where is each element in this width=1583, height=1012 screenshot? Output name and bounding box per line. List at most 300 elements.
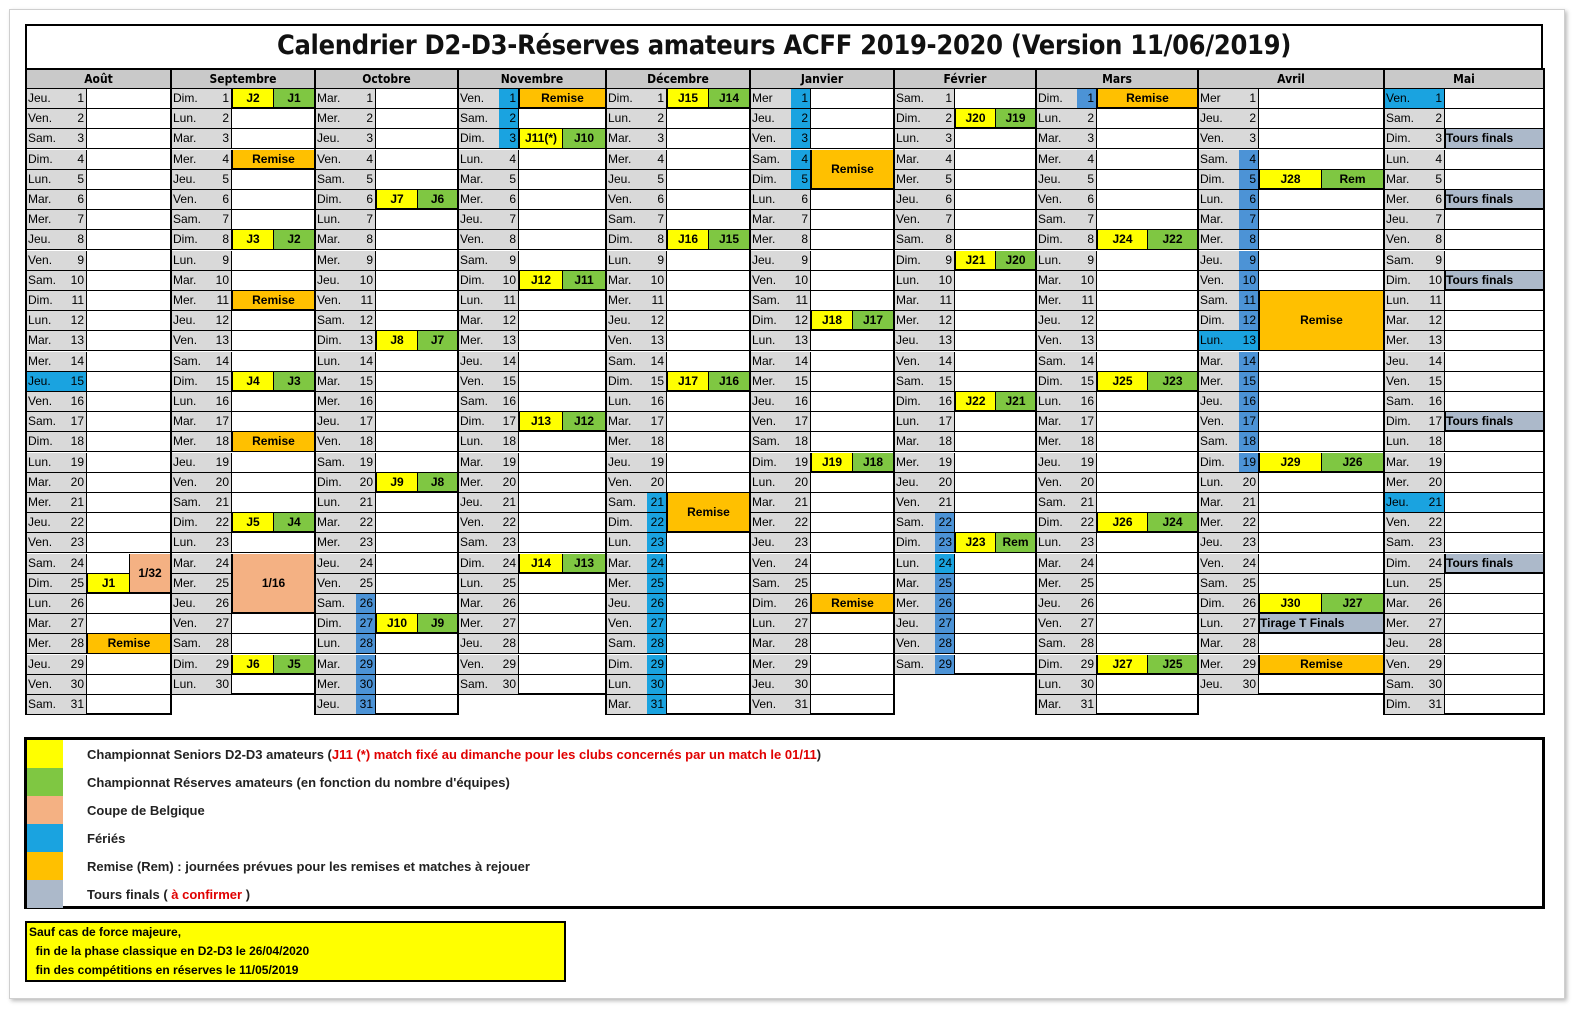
day-name: Mer. xyxy=(316,392,356,411)
day-number: 27 xyxy=(1239,614,1259,633)
day-row xyxy=(607,190,749,210)
day-name: Mer. xyxy=(172,150,212,169)
day-row xyxy=(607,574,749,594)
day-number: 12 xyxy=(791,311,811,330)
day-number: 12 xyxy=(356,311,376,330)
day-name: Jeu. xyxy=(459,210,499,229)
day-row xyxy=(1037,392,1197,412)
day-row xyxy=(751,89,893,109)
day-number: 27 xyxy=(212,614,232,633)
day-number: 31 xyxy=(356,695,376,714)
day-name: Sam. xyxy=(459,533,499,552)
day-number: 10 xyxy=(499,271,519,290)
day-row xyxy=(459,392,605,412)
day-number: 2 xyxy=(935,109,955,128)
day-name: Lun. xyxy=(1199,190,1239,209)
day-number: 23 xyxy=(1077,533,1097,552)
day-row xyxy=(1037,614,1197,634)
day-number: 1 xyxy=(67,89,87,108)
day-name: Sam. xyxy=(172,210,212,229)
day-name: Lun. xyxy=(459,150,499,169)
day-row xyxy=(1037,594,1197,614)
day-name: Mar. xyxy=(1037,554,1077,573)
legend-text xyxy=(87,747,821,762)
day-name: Mer. xyxy=(895,453,935,472)
day-number: 14 xyxy=(647,352,667,371)
day-name: Dim. xyxy=(459,271,499,290)
day-number: 27 xyxy=(356,614,376,633)
day-name: Dim. xyxy=(607,372,647,391)
day-name: Jeu. xyxy=(607,594,647,613)
day-name: Mer. xyxy=(1385,331,1425,350)
day-name: Dim. xyxy=(895,109,935,128)
day-name: Mer. xyxy=(1199,372,1239,391)
event-g: J3 xyxy=(273,372,314,391)
day-number: 3 xyxy=(1425,129,1445,148)
day-row xyxy=(316,432,457,452)
day-name: Mer. xyxy=(1037,150,1077,169)
legend-swatch xyxy=(27,796,63,824)
day-name: Mar. xyxy=(607,129,647,148)
event-y: J13 xyxy=(519,412,562,431)
day-number: 13 xyxy=(356,331,376,350)
day-number: 6 xyxy=(1239,190,1259,209)
day-name: Jeu. xyxy=(27,89,67,108)
day-name: Mer. xyxy=(1037,574,1077,593)
day-row xyxy=(895,331,1035,351)
legend-swatch xyxy=(27,852,63,880)
day-name: Ven. xyxy=(1037,190,1077,209)
day-number: 11 xyxy=(67,291,87,310)
day-name: Mer. xyxy=(459,614,499,633)
day-number: 22 xyxy=(1239,513,1259,532)
day-number: 26 xyxy=(67,594,87,613)
day-row xyxy=(27,251,170,271)
legend-suffix: ) xyxy=(816,747,822,762)
day-number: 31 xyxy=(1077,695,1097,714)
day-number: 3 xyxy=(647,129,667,148)
day-number: 30 xyxy=(647,675,667,694)
event-y: J6 xyxy=(232,655,273,674)
day-row xyxy=(27,453,170,473)
day-name: Mar. xyxy=(27,614,67,633)
day-number: 18 xyxy=(1239,432,1259,451)
day-number: 29 xyxy=(1425,655,1445,674)
day-row xyxy=(751,655,893,675)
day-row xyxy=(459,170,605,190)
day-name: Sam. xyxy=(751,150,791,169)
day-row xyxy=(316,230,457,250)
day-row xyxy=(27,432,170,452)
day-name: Dim. xyxy=(1037,372,1077,391)
day-row xyxy=(172,473,314,493)
day-number: 23 xyxy=(935,533,955,552)
day-name: Lun. xyxy=(1199,331,1239,350)
legend-suffix: ) xyxy=(245,887,251,902)
day-number: 9 xyxy=(1077,251,1097,270)
day-name: Mar. xyxy=(316,230,356,249)
day-name: Jeu. xyxy=(459,352,499,371)
day-row xyxy=(27,190,170,210)
day-number: 4 xyxy=(791,150,811,169)
day-row xyxy=(895,655,1035,675)
day-number: 5 xyxy=(212,170,232,189)
day-name: Ven. xyxy=(895,634,935,653)
day-row xyxy=(751,129,893,149)
day-name: Dim. xyxy=(316,614,356,633)
day-name: Ven. xyxy=(751,695,791,714)
day-row xyxy=(895,352,1035,372)
day-name: Dim. xyxy=(1385,129,1425,148)
day-number: 24 xyxy=(1239,554,1259,573)
day-number: 25 xyxy=(356,574,376,593)
day-row xyxy=(459,432,605,452)
day-number: 25 xyxy=(212,574,232,593)
day-row xyxy=(1385,655,1543,675)
day-name: Sam. xyxy=(607,210,647,229)
day-name: Dim. xyxy=(1199,453,1239,472)
day-name: Ven. xyxy=(895,352,935,371)
day-name: Ven. xyxy=(1199,412,1239,431)
day-row xyxy=(1385,392,1543,412)
day-name: Jeu. xyxy=(316,554,356,573)
day-row xyxy=(316,210,457,230)
day-name: Lun. xyxy=(607,109,647,128)
day-name: Ven. xyxy=(1385,513,1425,532)
month-2 xyxy=(314,68,459,715)
day-name: Mar. xyxy=(607,271,647,290)
day-number: 22 xyxy=(212,513,232,532)
legend-label: Championnat Réserves amateurs (en fonction du nombre d'équipes) xyxy=(87,775,510,790)
day-number: 10 xyxy=(1425,271,1445,290)
day-row xyxy=(751,513,893,533)
day-row xyxy=(751,352,893,372)
day-row xyxy=(316,513,457,533)
day-number: 1 xyxy=(791,89,811,108)
day-number: 20 xyxy=(1077,473,1097,492)
day-number: 16 xyxy=(647,392,667,411)
day-name: Dim. xyxy=(1199,311,1239,330)
day-number: 12 xyxy=(647,311,667,330)
day-number: 3 xyxy=(356,129,376,148)
page-title: Calendrier D2-D3-Réserves amateurs ACFF 2019-2020 (Version 11/06/2019) xyxy=(276,30,1292,61)
day-row xyxy=(1199,473,1383,493)
legend-label: Coupe de Belgique xyxy=(87,803,205,818)
day-name: Sam. xyxy=(316,594,356,613)
day-name: Mar. xyxy=(751,210,791,229)
day-number: 2 xyxy=(356,109,376,128)
day-name: Mer. xyxy=(607,291,647,310)
day-number: 29 xyxy=(67,655,87,674)
legend-swatch xyxy=(27,740,63,768)
day-number: 17 xyxy=(212,412,232,431)
day-name: Lun. xyxy=(27,453,67,472)
event-y: J27 xyxy=(1097,655,1147,674)
day-number: 1 xyxy=(356,89,376,108)
event-g: J21 xyxy=(995,392,1035,411)
day-number: 24 xyxy=(935,554,955,573)
day-number: 7 xyxy=(67,210,87,229)
day-name: Mer. xyxy=(751,655,791,674)
day-name: Sam. xyxy=(27,271,67,290)
day-number: 20 xyxy=(1239,473,1259,492)
day-name: Dim. xyxy=(1199,594,1239,613)
day-name: Jeu. xyxy=(316,129,356,148)
day-name: Sam. xyxy=(895,89,935,108)
day-number: 14 xyxy=(1077,352,1097,371)
day-name: Lun. xyxy=(607,251,647,270)
day-number: 28 xyxy=(212,634,232,653)
day-name: Mer. xyxy=(1385,473,1425,492)
day-row xyxy=(1199,150,1383,170)
legend-text xyxy=(87,775,510,790)
day-name: Dim. xyxy=(607,655,647,674)
day-name: Mer. xyxy=(895,594,935,613)
day-name: Lun. xyxy=(751,331,791,350)
day-row xyxy=(751,392,893,412)
day-number: 24 xyxy=(67,554,87,573)
month-5 xyxy=(749,68,895,715)
event-y: J10 xyxy=(376,614,417,633)
day-name: Mar. xyxy=(1037,695,1077,714)
day-number: 20 xyxy=(67,473,87,492)
day-number: 23 xyxy=(647,533,667,552)
day-row xyxy=(607,331,749,351)
day-number: 16 xyxy=(212,392,232,411)
day-number: 10 xyxy=(67,271,87,290)
event-g: J17 xyxy=(852,311,893,330)
event-y: J8 xyxy=(376,331,417,350)
day-number: 14 xyxy=(935,352,955,371)
day-number: 19 xyxy=(356,453,376,472)
day-number: 16 xyxy=(1425,392,1445,411)
day-name: Jeu. xyxy=(751,533,791,552)
day-number: 26 xyxy=(935,594,955,613)
day-row xyxy=(316,271,457,291)
day-name: Mer. xyxy=(607,574,647,593)
day-number: 5 xyxy=(1239,170,1259,189)
day-name: Mar. xyxy=(172,412,212,431)
day-number: 18 xyxy=(212,432,232,451)
day-row xyxy=(607,655,749,675)
day-name: Mar. xyxy=(895,432,935,451)
day-number: 30 xyxy=(499,675,519,694)
legend-text xyxy=(87,803,205,818)
day-name: Sam. xyxy=(1199,150,1239,169)
day-name: Jeu. xyxy=(172,170,212,189)
day-row xyxy=(172,412,314,432)
day-number: 29 xyxy=(212,655,232,674)
day-name: Lun. xyxy=(1037,251,1077,270)
day-name: Lun. xyxy=(751,473,791,492)
day-row xyxy=(1199,89,1383,109)
day-number: 9 xyxy=(1425,251,1445,270)
day-name: Mer. xyxy=(1037,291,1077,310)
day-number: 1 xyxy=(935,89,955,108)
day-row xyxy=(172,311,314,331)
day-name: Jeu. xyxy=(895,614,935,633)
day-name: Mer. xyxy=(27,210,67,229)
day-name: Jeu. xyxy=(1199,675,1239,694)
day-name: Ven. xyxy=(172,473,212,492)
day-name: Jeu. xyxy=(459,634,499,653)
day-number: 7 xyxy=(1425,210,1445,229)
month-header: Décembre xyxy=(607,70,749,89)
day-row xyxy=(459,331,605,351)
event-o: Remise xyxy=(232,150,314,169)
day-name: Dim. xyxy=(1037,89,1077,108)
day-row xyxy=(1199,372,1383,392)
legend-label: Championnat Seniors D2-D3 amateurs ( xyxy=(87,747,332,762)
day-row xyxy=(316,372,457,392)
day-name: Jeu. xyxy=(895,473,935,492)
day-row xyxy=(459,655,605,675)
day-number: 21 xyxy=(647,493,667,512)
day-name: Mar. xyxy=(1199,352,1239,371)
day-row xyxy=(172,614,314,634)
event-y: J29 xyxy=(1259,453,1321,472)
day-number: 16 xyxy=(1239,392,1259,411)
day-row xyxy=(459,230,605,250)
day-number: 10 xyxy=(356,271,376,290)
day-row xyxy=(1385,291,1543,311)
day-row xyxy=(1385,210,1543,230)
day-name: Sam. xyxy=(172,352,212,371)
day-number: 8 xyxy=(212,230,232,249)
day-number: 21 xyxy=(212,493,232,512)
day-row xyxy=(751,554,893,574)
day-row xyxy=(751,331,893,351)
day-name: Ven. xyxy=(27,392,67,411)
day-name: Ven. xyxy=(1385,372,1425,391)
event-g: J8 xyxy=(417,473,457,492)
month-4 xyxy=(605,68,751,715)
day-row xyxy=(607,412,749,432)
day-name: Mar. xyxy=(607,412,647,431)
day-number: 5 xyxy=(356,170,376,189)
day-row xyxy=(607,614,749,634)
day-row xyxy=(607,352,749,372)
day-name: Lun. xyxy=(1385,291,1425,310)
day-name: Mer. xyxy=(316,109,356,128)
day-number: 22 xyxy=(647,513,667,532)
day-number: 7 xyxy=(647,210,667,229)
day-number: 12 xyxy=(212,311,232,330)
day-number: 6 xyxy=(935,190,955,209)
day-row xyxy=(316,291,457,311)
day-number: 10 xyxy=(935,271,955,290)
day-number: 28 xyxy=(791,634,811,653)
event-p: 1/32 xyxy=(129,554,170,593)
day-name: Mer. xyxy=(1385,614,1425,633)
event-o: Remise xyxy=(232,432,314,451)
event-o: Remise xyxy=(667,493,749,532)
day-number: 17 xyxy=(356,412,376,431)
day-row xyxy=(751,493,893,513)
event-y: J4 xyxy=(232,372,273,391)
month-header: Septembre xyxy=(172,70,314,89)
day-number: 4 xyxy=(935,150,955,169)
day-name: Lun. xyxy=(1037,533,1077,552)
day-row xyxy=(1385,473,1543,493)
day-name: Mar. xyxy=(751,634,791,653)
day-name: Mar. xyxy=(459,311,499,330)
day-name: Sam. xyxy=(1385,251,1425,270)
day-name: Ven. xyxy=(751,554,791,573)
day-name: Mer. xyxy=(459,190,499,209)
day-name: Ven. xyxy=(316,432,356,451)
month-6 xyxy=(893,68,1037,675)
day-name: Jeu. xyxy=(1199,251,1239,270)
day-name: Ven. xyxy=(1385,89,1425,108)
day-number: 30 xyxy=(1239,675,1259,694)
day-name: Mar. xyxy=(1037,412,1077,431)
day-name: Jeu. xyxy=(895,331,935,350)
day-number: 17 xyxy=(67,412,87,431)
day-name: Lun. xyxy=(895,271,935,290)
day-row xyxy=(27,89,170,109)
day-name: Lun. xyxy=(1199,614,1239,633)
day-row xyxy=(1385,331,1543,351)
day-number: 4 xyxy=(499,150,519,169)
day-number: 6 xyxy=(67,190,87,209)
day-number: 9 xyxy=(1239,251,1259,270)
day-number: 3 xyxy=(1077,129,1097,148)
day-name: Dim. xyxy=(1037,230,1077,249)
day-number: 28 xyxy=(1239,634,1259,653)
day-number: 13 xyxy=(1425,331,1445,350)
day-row xyxy=(895,634,1035,654)
day-name: Mar. xyxy=(459,170,499,189)
day-number: 14 xyxy=(499,352,519,371)
day-name: Lun. xyxy=(316,352,356,371)
day-row xyxy=(1037,352,1197,372)
day-row xyxy=(1385,251,1543,271)
day-name: Dim. xyxy=(607,230,647,249)
day-row xyxy=(459,453,605,473)
day-number: 4 xyxy=(356,150,376,169)
day-name: Mer. xyxy=(316,533,356,552)
day-row xyxy=(316,594,457,614)
day-number: 21 xyxy=(1425,493,1445,512)
day-row xyxy=(1199,675,1383,695)
day-number: 2 xyxy=(499,109,519,128)
day-number: 4 xyxy=(67,150,87,169)
day-row xyxy=(1037,150,1197,170)
day-number: 5 xyxy=(67,170,87,189)
legend xyxy=(24,737,1545,909)
day-name: Lun. xyxy=(172,109,212,128)
day-name: Mar. xyxy=(607,695,647,714)
day-row xyxy=(27,655,170,675)
event-g: J11 xyxy=(562,271,605,290)
day-number: 23 xyxy=(356,533,376,552)
day-name: Ven. xyxy=(27,533,67,552)
day-number: 25 xyxy=(1239,574,1259,593)
day-number: 17 xyxy=(1239,412,1259,431)
day-row xyxy=(27,412,170,432)
day-name: Dim. xyxy=(316,331,356,350)
day-row xyxy=(607,634,749,654)
day-name: Dim. xyxy=(459,412,499,431)
day-number: 12 xyxy=(1239,311,1259,330)
day-row xyxy=(895,210,1035,230)
day-number: 19 xyxy=(791,453,811,472)
day-row xyxy=(1385,352,1543,372)
month-0 xyxy=(25,68,172,715)
day-number: 11 xyxy=(356,291,376,310)
day-name: Sam. xyxy=(316,453,356,472)
